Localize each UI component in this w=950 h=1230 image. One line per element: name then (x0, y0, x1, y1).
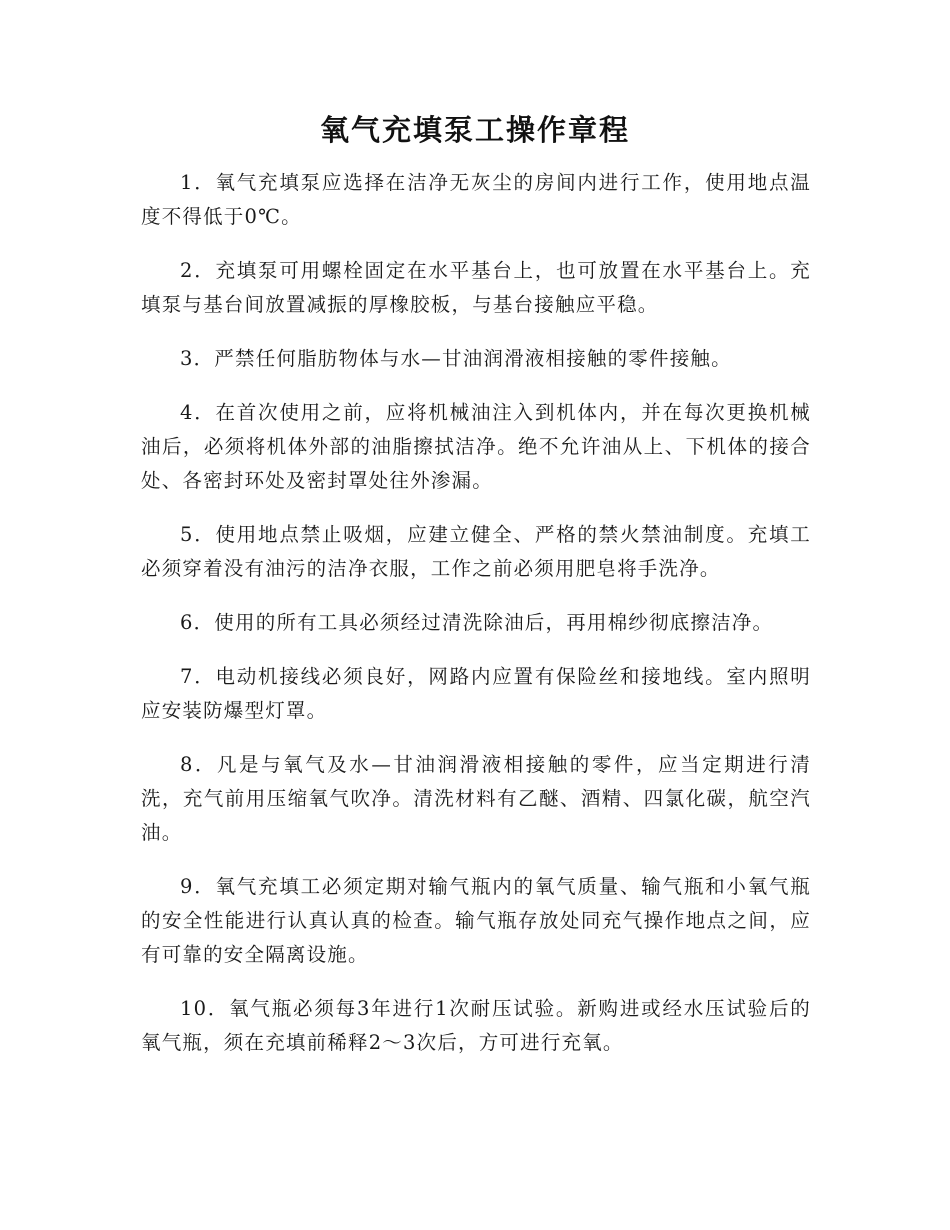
paragraph-7: 7．电动机接线必须良好，网路内应置有保险丝和接地线。室内照明应安装防爆型灯罩。 (141, 665, 811, 722)
document-title: 氧气充填泵工操作章程 (319, 113, 630, 147)
paragraph-4: 4．在首次使用之前，应将机械油注入到机体内，并在每次更换机械油后，必须将机体外部的油脂擦拭洁净。绝不允许油从上、下机体的接合处、各密封环处及密封罩处往外渗漏。 (141, 401, 811, 492)
paragraph-10: 10．氧气瓶必须每3年进行1次耐压试验。新购进或经水压试验后的氧气瓶，须在充填前稀释2～3次后，方可进行充氧。 (141, 997, 811, 1054)
paragraph-6: 6．使用的所有工具必须经过清洗除油后，再用棉纱彻底擦洁净。 (180, 611, 774, 634)
paragraph-3: 3．严禁任何脂肪物体与水—甘油润滑液相接触的零件接触。 (180, 347, 732, 370)
document-body (141, 166, 811, 1080)
paragraph-2: 2．充填泵可用螺栓固定在水平基台上，也可放置在水平基台上。充填泵与基台间放置减振的厚橡胶板，与基台接触应平稳。 (141, 259, 811, 316)
paragraph-8: 8．凡是与氧气及水—甘油润滑液相接触的零件，应当定期进行清洗，充气前用压缩氧气吹净。清洗材料有乙醚、酒精、四氯化碳，航空汽油。 (141, 753, 811, 844)
paragraph-5: 5．使用地点禁止吸烟，应建立健全、严格的禁火禁油制度。充填工必须穿着没有油污的洁净衣服，工作之前必须用肥皂将手洗净。 (141, 523, 811, 580)
paragraph-1: 1．氧气充填泵应选择在洁净无灰尘的房间内进行工作，使用地点温度不得低于0℃。 (141, 171, 811, 228)
paragraph-9: 9．氧气充填工必须定期对输气瓶内的氧气质量、输气瓶和小氧气瓶的安全性能进行认真认真的检查。输气瓶存放处同充气操作地点之间，应有可靠的安全隔离设施。 (141, 875, 811, 966)
